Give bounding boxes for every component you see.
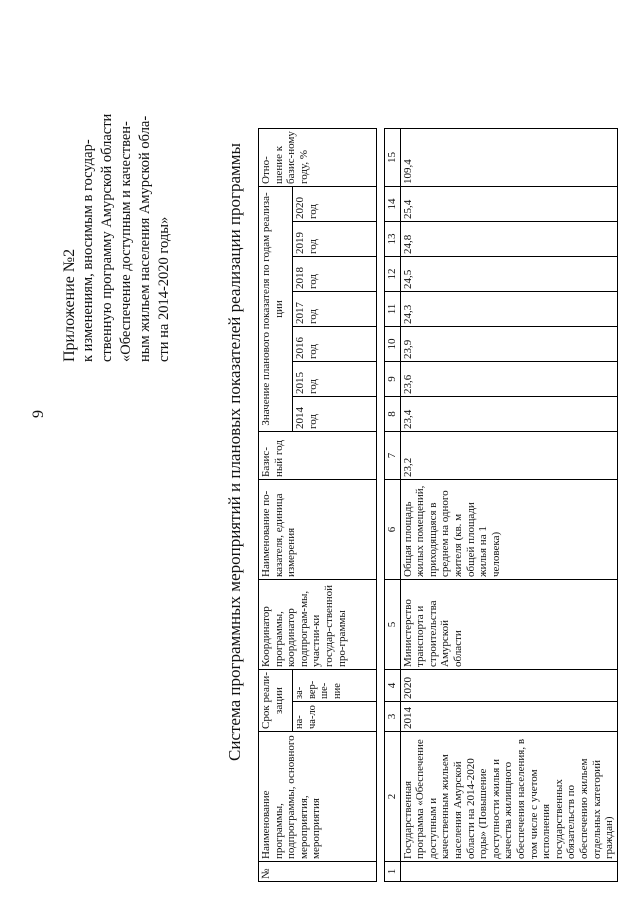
row-year-value: 23,6	[400, 362, 617, 397]
column-number-row	[385, 129, 401, 882]
appendix-line: ным жильем населения Амурской обла-	[137, 115, 153, 362]
column-number: 13	[385, 222, 401, 257]
column-number: 11	[385, 292, 401, 327]
row-start: 2014	[400, 702, 617, 732]
row-year-value: 24,3	[400, 292, 617, 327]
appendix-line: к изменениям, вносимым в государ-	[80, 139, 96, 362]
column-number: 12	[385, 257, 401, 292]
row-num	[400, 862, 617, 882]
table-row	[400, 129, 617, 882]
header-coordinator: Координатор программы, координатор подпрограм-мы, участни-ки государ-ственной про-граммы	[259, 580, 377, 670]
header-year: 2014 год	[293, 397, 377, 432]
column-number: 5	[385, 580, 401, 670]
appendix-line: ственную программу Амурской области	[99, 113, 115, 362]
column-number: 4	[385, 670, 401, 702]
appendix-line: «Обеспечение доступным и качествен-	[118, 121, 134, 362]
header-year: 2017 год	[293, 292, 377, 327]
column-number: 2	[385, 732, 401, 862]
document-title: Система программных мероприятий и плановых показателей реализации программы	[225, 143, 244, 761]
column-number: 15	[385, 129, 401, 187]
row-program-name: Государственная программа «Обеспечение доступным и качественным жильем населения Амурской области на 2014-2020 годы» (Повышение доступности жилья и качества жилищного обеспечения населения, в том числе с учетом исполнения государственных обязательств по обеспечению жильем отдельных категорий граждан)	[400, 732, 617, 862]
header-indicator: Наименование по-казателя, единица измерения	[259, 480, 377, 580]
header-end: за-вер-ше-ние	[293, 670, 377, 702]
appendix-title: Приложение №2	[61, 248, 78, 362]
row-coordinator: Министерство транспорта и строительства Амурской области	[400, 580, 617, 670]
appendix-line: сти на 2014-2020 годы»	[156, 216, 172, 362]
header-year: 2019 год	[293, 222, 377, 257]
row-end: 2020	[400, 670, 617, 702]
page-number: 9	[30, 410, 47, 418]
column-number: 9	[385, 362, 401, 397]
row-year-value: 24,5	[400, 257, 617, 292]
rotated-sheet	[20, 22, 620, 882]
column-number: 10	[385, 327, 401, 362]
header-num: №	[259, 862, 377, 882]
appendix-header	[60, 22, 174, 362]
header-year: 2018 год	[293, 257, 377, 292]
row-indicator: Общая площадь жилых помещений, приходящаяся в среднем на одного жителя (кв. м общей площади жилья на 1 человека)	[400, 480, 617, 580]
column-number: 8	[385, 397, 401, 432]
row-ratio: 109,4	[400, 129, 617, 187]
column-number: 6	[385, 480, 401, 580]
row-year-value: 25,4	[400, 187, 617, 222]
header-year: 2020 год	[293, 187, 377, 222]
header-year: 2015 год	[293, 362, 377, 397]
column-number: 14	[385, 187, 401, 222]
header-base-year: Базис-ный год	[259, 432, 377, 480]
header-start: на-ча-ло	[293, 702, 377, 732]
row-year-value: 23,9	[400, 327, 617, 362]
column-number: 3	[385, 702, 401, 732]
row-base-value: 23,2	[400, 432, 617, 480]
row-year-value: 24,8	[400, 222, 617, 257]
column-number: 7	[385, 432, 401, 480]
header-table	[258, 128, 377, 882]
header-year: 2016 год	[293, 327, 377, 362]
header-term: Срок реали-зации	[259, 670, 293, 732]
data-table	[384, 128, 618, 882]
header-name: Наименование программы, подпрограммы, основного мероприятия, мероприятия	[259, 732, 377, 862]
header-plan: Значение планового показателя по годам реализа-ции	[259, 187, 293, 432]
column-number: 1	[385, 862, 401, 882]
header-ratio: Отно-шение к базис-ному году, %	[259, 129, 377, 187]
row-year-value: 23,4	[400, 397, 617, 432]
